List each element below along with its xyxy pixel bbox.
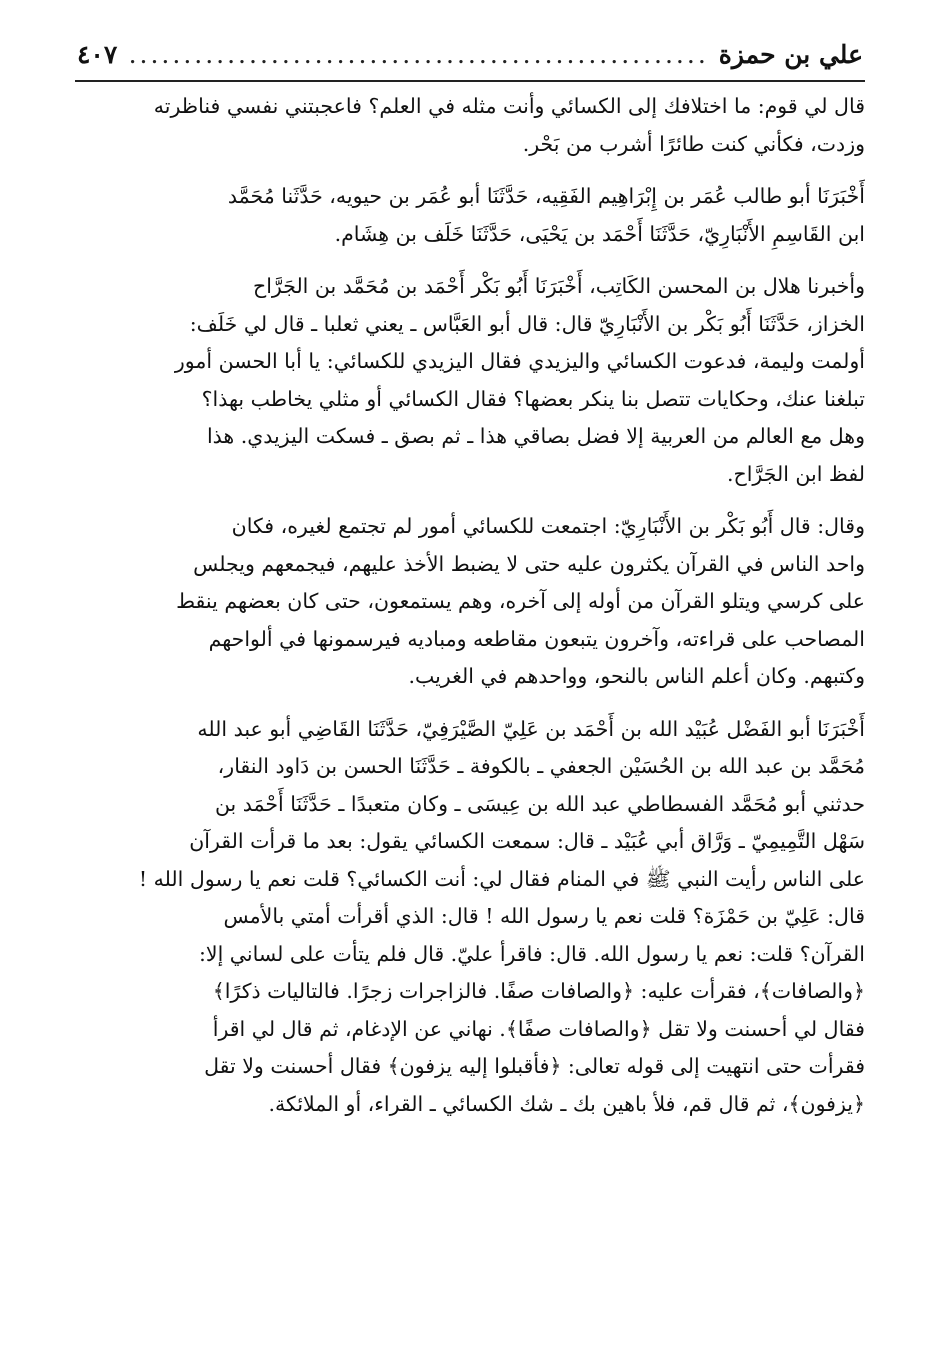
text-line: وهل مع العالم من العربية إلا فضل بصاقي هذا ـ ثم بصق ـ فسكت اليزيدي. هذا (206, 424, 865, 448)
running-title: علي بن حمزة (718, 40, 863, 69)
text-line: تبلغنا عنك، وحكايات تتصل بنا ينكر بعضها؟ فقال الكسائي أو مثلي يخاطب بهذا؟ (201, 386, 865, 411)
text-line: ابن القَاسِمِ الأَنْبَارِيّ، حَدَّثَنَا أَحْمَد بن يَحْيَى، حَدَّثَنَا خَلَف بن هِشَام. (334, 221, 865, 246)
text-line: حدثني أبو مُحَمَّد الفسطاطي عبد الله بن عِيسَى ـ وكان متعبدًا ـ حَدَّثَنَا أَحْمَد بن (214, 791, 865, 816)
text-line: الخزاز، حَدَّثَنَا أَبُو بَكْر بن الأَنْبَارِيّ قال: قال أبو العَبَّاس ـ يعني ثعلبا ـ قال لي خَلَف: (189, 311, 865, 336)
body-text (75, 88, 865, 1123)
paragraph (75, 178, 865, 253)
text-line: مُحَمَّد بن عبد الله بن الحُسَيْن الجعفي ـ بالكوفة ـ حَدَّثَنَا الحسن بن دَاود النقار، (217, 754, 865, 778)
text-line: على كرسي ويتلو القرآن من أوله إلى آخره، وهم يستمعون، حتى كان بعضهم ينقط (176, 589, 865, 613)
paragraph (75, 268, 865, 493)
text-line: وكتبهم. وكان أعلم الناس بالنحو، وواحدهم في الغريب. (408, 664, 865, 688)
text-line: قال: عَلِيّ بن حَمْزَة؟ قلت نعم يا رسول الله ! قال: الذي أقرأت أمتي بالأمس (223, 904, 865, 928)
page-number: ٤٠٧ (77, 40, 118, 69)
paragraph (75, 88, 865, 163)
text-line: ﴿والصافات﴾، فقرأت عليه: ﴿والصافات صفًا. فالزاجرات زجرًا. فالتاليات ذكرًا﴾ (212, 979, 865, 1003)
text-line: على الناس رأيت النبي ﷺ في المنام فقال لي: أنت الكسائي؟ قلت نعم يا رسول الله ! (138, 866, 865, 891)
text-line: سَهْل التَّمِيمِيّ ـ وَرَّاق أبي عُبَيْد ـ قال: سمعت الكسائي يقول: بعد ما قرأت القرآن (189, 829, 865, 853)
text-line: واحد الناس في القرآن يكثرون عليه حتى لا يضبط الأخذ عليهم، فيجمعهم ويجلس (193, 551, 865, 576)
text-line: قال لي قوم: ما اختلافك إلى الكسائي وأنت مثله في العلم؟ فاعجبتني نفسي فناظرته (153, 94, 865, 118)
text-line: وزدت، فكأني كنت طائرًا أشرب من بَحْر. (522, 131, 865, 156)
text-line: ﴿يزفون﴾، ثم قال قم، فلأ باهين بك ـ شك الكسائي ـ القراء، أو الملائكة. (268, 1091, 865, 1116)
text-line: وقال: قال أَبُو بَكْر بن الأَنْبَارِيّ: اجتمعت للكسائي أمور لم تجتمع لغيره، فكان (231, 514, 865, 538)
text-line: المصاحب على قراءته، وآخرون يتبعون مقاطعه ومباديه فيرسمونها في ألواحهم (208, 626, 865, 651)
book-page (75, 40, 865, 1330)
running-header (75, 40, 865, 82)
text-line: فقال لي أحسنت ولا تقل ﴿والصافات صفًا﴾. نهاني عن الإدغام، ثم قال لي اقرأ (212, 1016, 865, 1041)
text-line: فقرأت حتى انتهيت إلى قوله تعالى: ﴿فأقبلوا إليه يزفون﴾ فقال أحسنت ولا تقل (204, 1054, 865, 1078)
text-line: وأخبرنا هلال بن المحسن الكَاتِب، أَخْبَرَنَا أَبُو بَكْر أَحْمَد بن مُحَمَّد بن الجَرَّاح (252, 274, 865, 298)
paragraph (75, 711, 865, 1124)
text-line: أولمت وليمة، فدعوت الكسائي واليزيدي فقال اليزيدي للكسائي: يا أبا الحسن أمور (174, 349, 865, 373)
text-line: أَخْبَرَنَا أبو الفَضْل عُبَيْد الله بن أَحْمَد بن عَلِيّ الصَّيْرَفِيّ، حَدَّثَنَا القَاضِي أبو عبد الله (197, 716, 865, 741)
paragraph (75, 508, 865, 696)
text-line: القرآن؟ قلت: نعم يا رسول الله. قال: فاقرأ عليّ. قال فلم يتأت على لساني إلا: (199, 941, 865, 966)
text-line: أَخْبَرَنَا أبو طالب عُمَر بن إِبْرَاهِيم الفَقِيه، حَدَّثَنَا أبو عُمَر بن حيويه، حَدَّثَنا مُحَمَّد (227, 184, 865, 208)
dot-leader (127, 40, 708, 69)
text-line: لفظ ابن الجَرَّاح. (726, 461, 865, 486)
